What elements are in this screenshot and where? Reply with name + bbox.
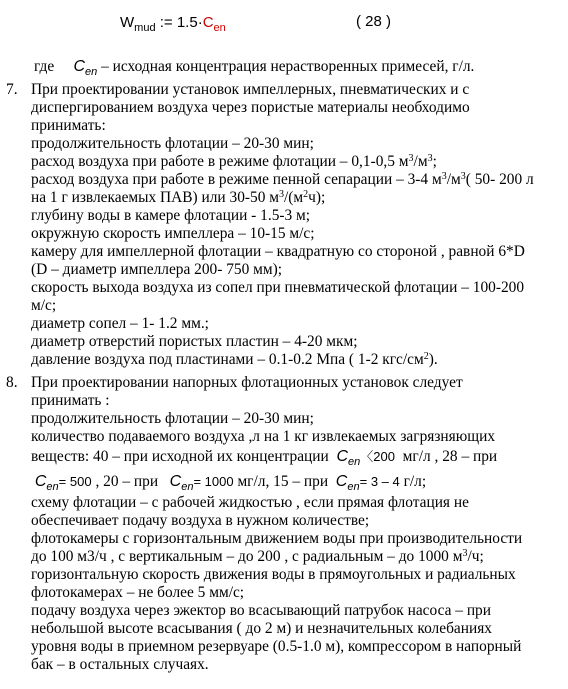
text-line: скорость выхода воздуха из сопел при пневматической флотации – 100-200 xyxy=(31,279,525,296)
formula-rhs: C xyxy=(202,14,214,31)
formula-lhs-sub: mud xyxy=(134,22,156,34)
definition-symbol: $C_{en}$ xyxy=(73,58,98,79)
text-line: продолжительность флотации – 20-30 мин; xyxy=(31,410,314,427)
formula-op: := xyxy=(155,14,177,31)
text-line: расход воздуха при работе в режиме флотации – 0,1-0,5 $м^3/м^3$; xyxy=(31,153,437,170)
formula-rhs-sub: en xyxy=(213,22,226,34)
text-line: небольшой высоте всасывания ( до 2 м) и незначительных колебаниях xyxy=(31,620,492,637)
text-line: давление воздуха под пластинами – 0.1-0.2 Мпа ( 1-2 кгс/$см^2$). xyxy=(31,351,438,368)
text-line: диаметр сопел – 1- 1.2 мм.; xyxy=(31,315,209,332)
equation-number: ( 28 ) xyxy=(356,13,392,30)
definition-prefix: где xyxy=(34,58,55,75)
formula-coef: 1.5· xyxy=(176,14,203,31)
text-line: $C_{en}= 500$ , 20 – при $C_{en}= 1000$ мг/л, 15 – при $C_{en}= 3 - 4$ г/л; xyxy=(34,473,427,494)
c-en-symbol: $C_{en}$ xyxy=(336,448,361,469)
formula-lhs: W xyxy=(120,14,135,31)
text-line: расход воздуха при работе в режиме пенной сепарации – 3-4 $м^3/м^3$( 50- 200 л xyxy=(31,171,534,188)
text-line: камеру для импеллерной флотации – квадратную со стороной , равной 6*D xyxy=(31,243,525,260)
text-line: флотокамерах – не более 5 мм/с; xyxy=(31,584,245,601)
text-line: до 100 м3/ч , с вертикальным – до 200 , с радиальным – до 1000 $м^3/ч$; xyxy=(31,548,484,565)
text-line: принимать: xyxy=(31,117,106,134)
c-en-symbol: $C_{en}$ xyxy=(335,473,360,494)
definition-text: – исходная концентрация нерастворенных примесей, г/л. xyxy=(97,58,475,75)
text-line: на 1 г извлекаемых ПАВ) или 30-50 $м^3/(м^2ч)$; xyxy=(31,189,326,206)
text-line: обеспечивает подачу воздуха в нужном количестве; xyxy=(31,512,370,529)
text-line: подачу воздуха через эжектор во всасывающий патрубок насоса – при xyxy=(31,602,491,619)
item-number: 7. xyxy=(6,81,18,98)
definition-line xyxy=(34,58,474,78)
item-number: 8. xyxy=(6,374,18,391)
formula xyxy=(120,14,226,34)
text-line: флотокамеры с горизонтальным движением воды при производительности xyxy=(31,530,523,547)
text-line: При проектировании напорных флотационных установок следует xyxy=(31,374,463,391)
text-line: диаметр отверстий пористых пластин – 4-20 мкм; xyxy=(31,333,358,350)
text-line: бак – в остальных случаях. xyxy=(31,656,209,673)
text-line: (D – диаметр импеллера 200- 750 мм); xyxy=(31,261,283,278)
text-line: веществ: 40 – при исходной их концентрации $C_{en}〈200$ мг/л , 28 – при xyxy=(31,448,498,469)
text-line: количество подаваемого воздуха ,л на 1 кг извлекаемых загрязняющих xyxy=(31,428,496,445)
text-line: окружную скорость импеллера – 10-15 м/с; xyxy=(31,225,315,242)
text-line: принимать : xyxy=(31,392,110,409)
c-en-symbol: $C_{en}$ xyxy=(34,473,59,494)
text-line: продолжительность флотации – 20-30 мин; xyxy=(31,135,314,152)
text-line: уровня воды в приемном резервуаре (0.5-1.0 м), компрессором в напорный xyxy=(31,638,522,655)
text-line: При проектировании установок импеллерных, пневматических и с xyxy=(31,81,470,98)
text-line: диспергированием воздуха через пористые материалы необходимо xyxy=(31,99,470,116)
text-line: горизонтальную скорость движения воды в прямоугольных и радиальных xyxy=(31,566,516,583)
text-line: схему флотации – с рабочей жидкостью , если прямая флотация не xyxy=(31,494,469,511)
c-en-symbol: $C_{en}$ xyxy=(169,473,194,494)
text-line: глубину воды в камере флотации - 1.5-3 м; xyxy=(31,207,311,224)
text-line: м/с; xyxy=(31,297,57,314)
